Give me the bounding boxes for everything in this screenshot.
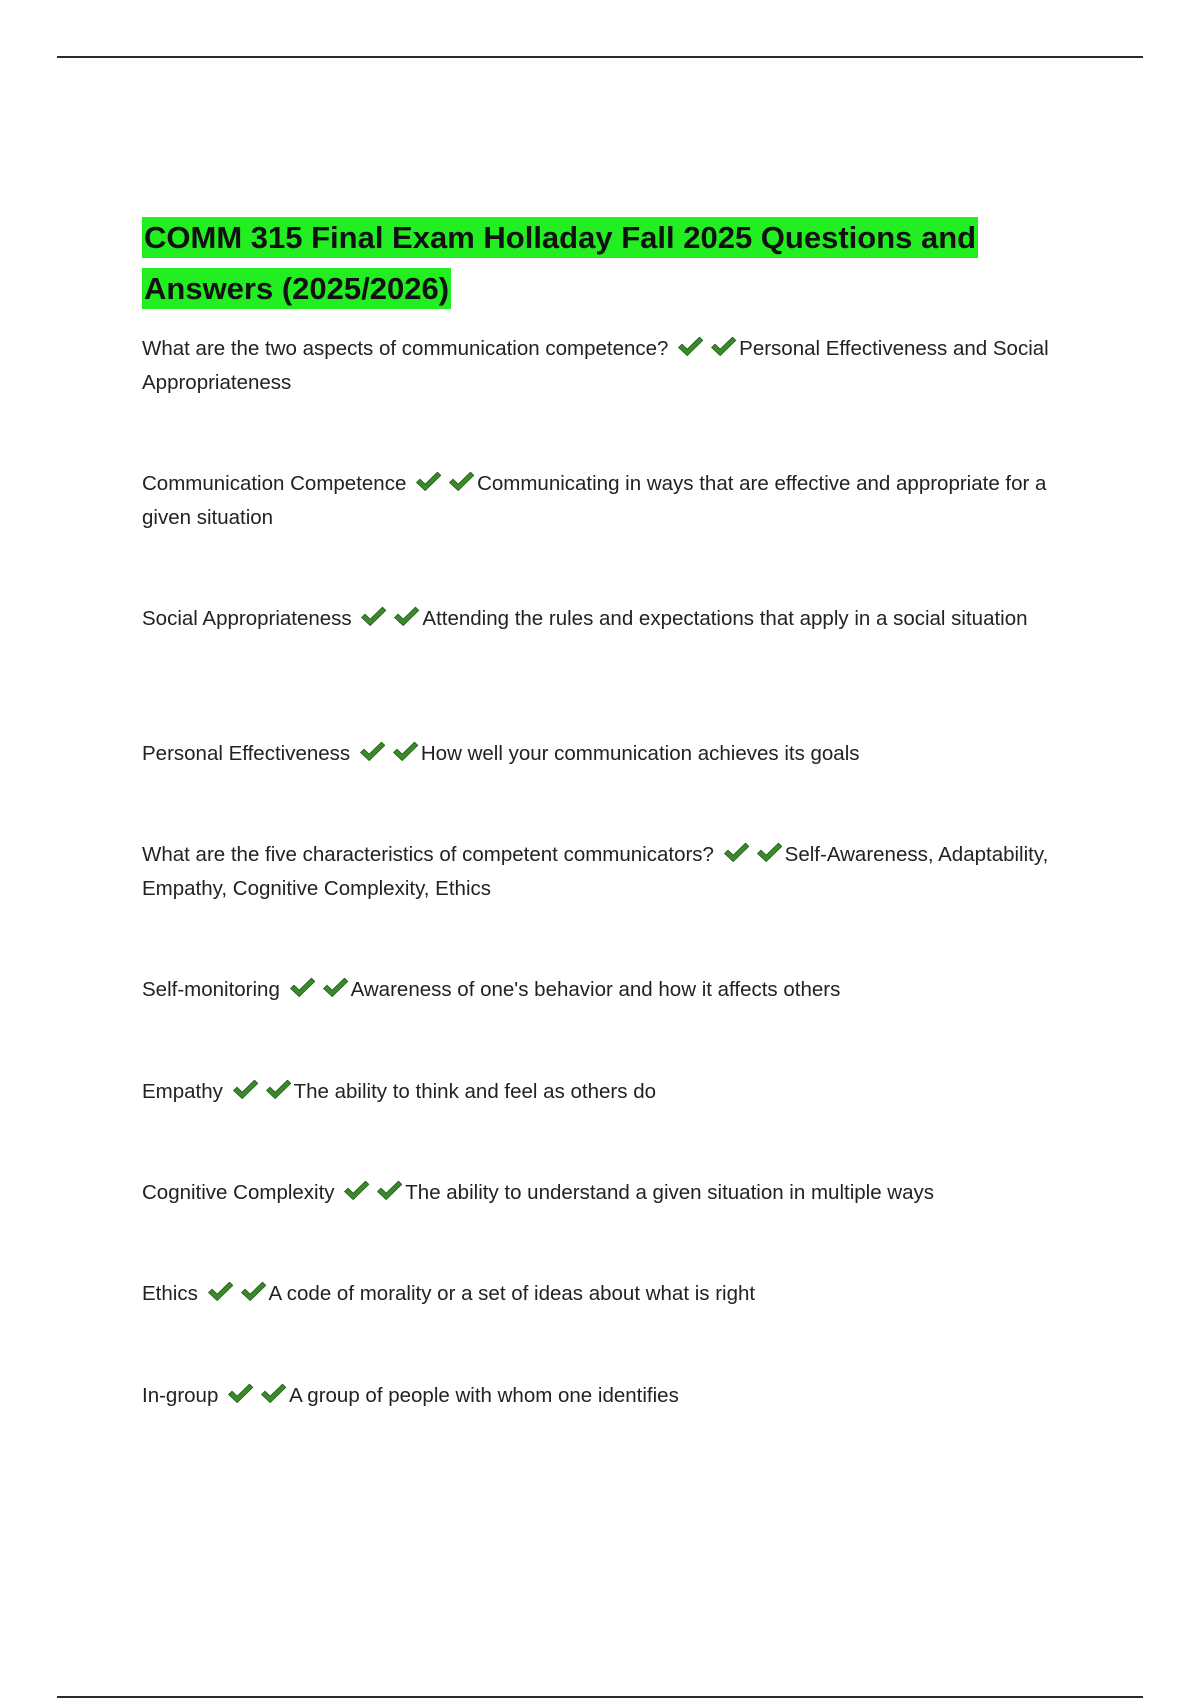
check-mark-icon [677,336,704,358]
document-title [142,212,982,314]
question-text: Social Appropriateness [142,607,352,630]
top-rule [57,56,1143,58]
question-text: Self-monitoring [142,978,280,1001]
check-mark-icon [343,1180,370,1202]
qa-item-8 [142,1176,1062,1210]
question-text: What are the two aspects of communication competence? [142,337,669,360]
answer-text: Awareness of one's behavior and how it affects others [350,978,841,1001]
answer-text: The ability to understand a given situation in multiple ways [405,1181,935,1204]
answer-text: Attending the rules and expectations that apply in a social situation [422,607,1028,630]
answer-text: A group of people with whom one identifies [289,1384,679,1407]
qa-item-4 [142,737,1062,771]
question-text: In-group [142,1384,219,1407]
qa-item-2 [142,467,1062,535]
answer-text: Communicating in ways that are effective and appropriate for a given situation [142,472,1047,529]
answer-text: A code of morality or a set of ideas about what is right [268,1282,756,1305]
answer-text: Personal Effectiveness and Social Appropriateness [142,337,1049,394]
question-text: What are the five characteristics of competent communicators? [142,843,714,866]
answer-text: How well your communication achieves its goals [420,742,860,765]
bottom-rule [57,1696,1143,1698]
check-mark-icon [376,1180,403,1202]
question-text: Ethics [142,1282,198,1305]
question-text: Communication Competence [142,472,407,495]
check-mark-icon [207,1281,234,1303]
check-mark-icon [723,842,750,864]
check-mark-icon [359,741,386,763]
check-mark-icon [756,842,783,864]
check-mark-icon [260,1383,287,1405]
question-text: Empathy [142,1080,223,1103]
check-mark-icon [392,741,419,763]
check-mark-icon [710,336,737,358]
qa-item-3 [142,602,1062,636]
check-mark-icon [415,471,442,493]
check-mark-icon [289,977,316,999]
check-mark-icon [265,1079,292,1101]
question-text: Cognitive Complexity [142,1181,335,1204]
qa-item-5 [142,838,1062,906]
check-mark-icon [360,606,387,628]
check-mark-icon [240,1281,267,1303]
check-mark-icon [227,1383,254,1405]
question-text: Personal Effectiveness [142,742,351,765]
check-mark-icon [393,606,420,628]
qa-item-6 [142,973,1062,1007]
qa-item-9 [142,1277,1062,1311]
check-mark-icon [232,1079,259,1101]
qa-item-1 [142,332,1062,400]
qa-item-10 [142,1379,1062,1413]
check-mark-icon [322,977,349,999]
qa-item-7 [142,1075,1062,1109]
answer-text: Self-Awareness, Adaptability, Empathy, Cognitive Complexity, Ethics [142,843,1049,900]
check-mark-icon [448,471,475,493]
title-highlight: COMM 315 Final Exam Holladay Fall 2025 Questions and Answers (2025/2026) [142,217,978,309]
answer-text: The ability to think and feel as others do [293,1080,656,1103]
